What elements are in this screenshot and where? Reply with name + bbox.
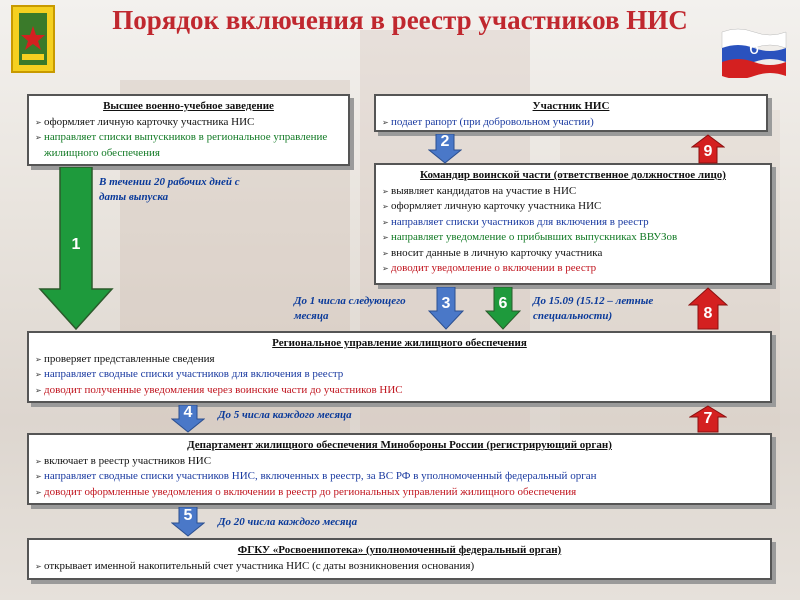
list-item: ➢ открывает именной накопительный счет участника НИС (с даты возникновения основания) [35, 559, 764, 575]
list-item: ➢ доводит оформленные уведомления о включении в реестр до региональных управлений жилищного обеспечения [35, 485, 764, 501]
list-item: ➢ направляет списки участников для включения в реестр [382, 215, 764, 231]
slide-number: 6 [748, 38, 759, 58]
arrow-8-label: 8 [703, 305, 713, 322]
note-arrow-6: До 15.09 (15.12 – летные специальности) [533, 295, 654, 322]
note-arrow-3: До 1 числа следующего месяца [294, 295, 406, 322]
arrow-4-label: 4 [183, 404, 193, 421]
list-item: ➢ направляет уведомление о прибывших выпускниках ВВУЗов [382, 230, 764, 246]
box-fgku-heading: ФГКУ «Росвоенипотека» (уполномоченный федеральный орган) [237, 544, 562, 556]
list-item: ➢ подает рапорт (при добровольном участии) [382, 115, 760, 131]
list-item: ➢ направляет сводные списки участников для включения в реестр [35, 367, 764, 383]
note-arrow-5: До 20 числа каждого месяца [218, 516, 358, 528]
arrow-7-label: 7 [703, 410, 713, 427]
box-department [27, 433, 772, 505]
box-participant-heading: Участник НИС [532, 100, 610, 112]
page-title: Порядок включения в реестр участников НИС [112, 5, 688, 35]
box-commander-heading: Командир воинской части (ответственное должностное лицо) [420, 169, 726, 181]
list-item: ➢ оформляет личную карточку участника НИС [35, 115, 342, 131]
arrow-9-label: 9 [703, 143, 713, 160]
note-arrow-1: В течении 20 рабочих дней с даты выпуска [99, 176, 240, 203]
box-regional-heading: Региональное управление жилищного обеспечения [272, 337, 527, 349]
box-vuz-heading: Высшее военно-учебное заведение [103, 100, 274, 112]
list-item: ➢ оформляет личную карточку участника НИС [382, 199, 764, 215]
box-vuz [27, 94, 350, 166]
arrow-3-label: 3 [441, 295, 451, 312]
arrow-6-label: 6 [498, 295, 508, 312]
list-item: ➢ направляет списки выпускников в региональное управление жилищного обеспечения [35, 130, 342, 161]
list-item: ➢ доводит полученные уведомления через воинские части до участников НИС [35, 383, 764, 399]
note-arrow-4: До 5 числа каждого месяца [218, 409, 352, 421]
arrow-2-label: 2 [440, 133, 450, 150]
arrow-5-label: 5 [183, 507, 193, 524]
list-item: ➢ проверяет представленные сведения [35, 352, 764, 368]
emblem-icon [10, 4, 56, 74]
list-item: ➢ выявляет кандидатов на участие в НИС [382, 184, 764, 200]
list-item: ➢ направляет сводные списки участников НИС, включенных в реестр, за ВС РФ в уполномоченный федеральный орган [35, 469, 764, 485]
arrow-1-label: 1 [71, 236, 81, 253]
list-item: ➢ вносит данные в личную карточку участника [382, 246, 764, 262]
list-item: ➢ включает в реестр участников НИС [35, 454, 764, 470]
box-regional [27, 331, 772, 403]
box-department-heading: Департамент жилищного обеспечения Минобороны России (регистрирующий орган) [187, 439, 612, 451]
list-item: ➢ доводит уведомление о включении в реестр [382, 261, 764, 277]
box-commander [374, 163, 772, 285]
box-participant [374, 94, 768, 132]
box-fgku [27, 538, 772, 580]
